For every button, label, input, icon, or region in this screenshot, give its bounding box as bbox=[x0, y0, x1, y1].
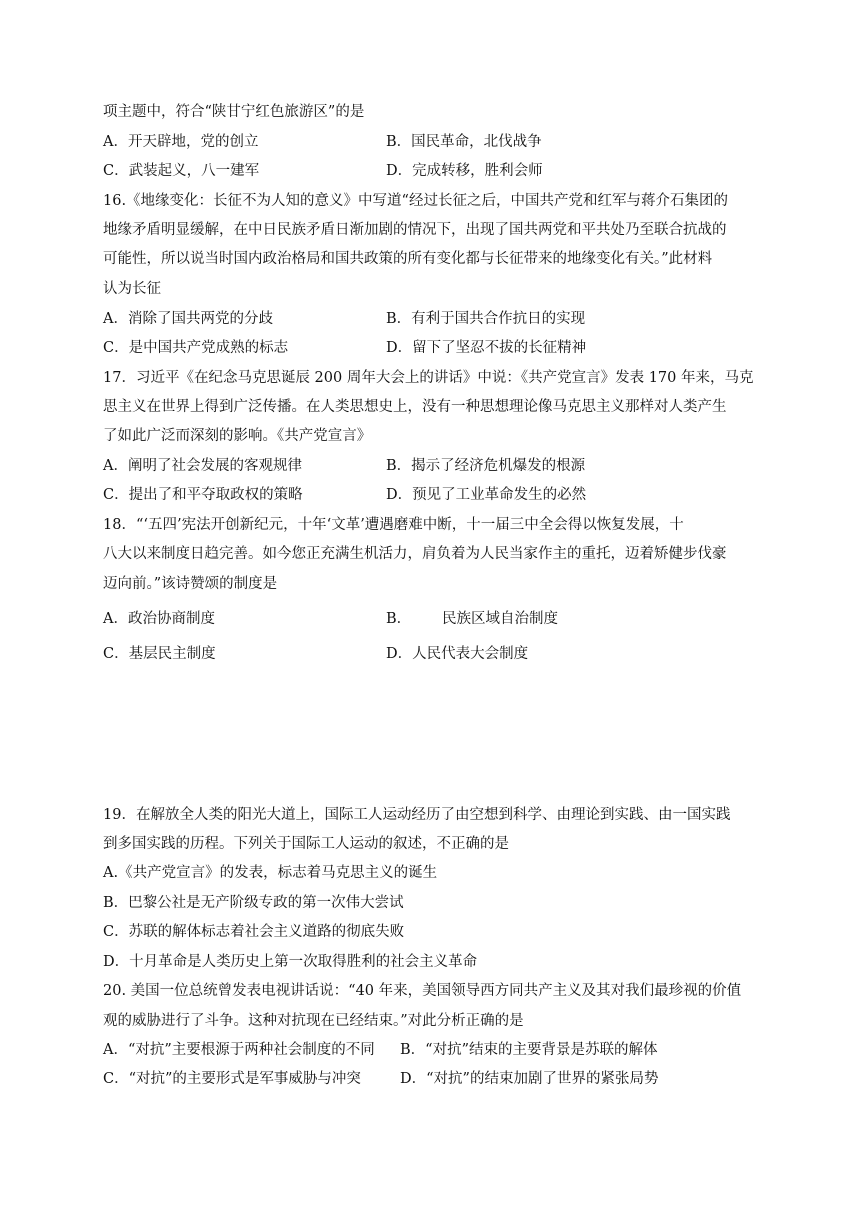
q15-stem-tail: 项主题中，符合“陕甘宁红色旅游区”的是 bbox=[103, 104, 365, 120]
q18-option-c: C．基层民主制度 bbox=[103, 646, 216, 662]
q19-stem-line-1: 19．在解放全人类的阳光大道上，国际工人运动经历了由空想到科学、由理论到实践、由一国实践 bbox=[103, 807, 731, 823]
q17-option-a: A．阐明了社会发展的客观规律 bbox=[103, 458, 302, 474]
q20-stem-line-1: 20. 美国一位总统曾发表电视讲话说：“40 年来，美国领导西方同共产主义及其对我们最珍视的价值 bbox=[103, 983, 742, 999]
q20-option-b: B．“对抗”结束的主要背景是苏联的解体 bbox=[400, 1042, 658, 1058]
q20-stem-line-2: 观的威胁进行了斗争。这种对抗现在已经结束。”对此分析正确的是 bbox=[103, 1013, 524, 1029]
q16-option-b: B．有利于国共合作抗日的实现 bbox=[386, 311, 586, 327]
q15-option-d: D．完成转移，胜利会师 bbox=[386, 163, 543, 179]
q16-stem-line-1: 16.《地缘变化：长征不为人知的意义》中写道“经过长征之后，中国共产党和红军与蒋介石集团的 bbox=[103, 193, 728, 209]
q15-option-c: C．武装起义，八一建军 bbox=[103, 163, 260, 179]
q19-stem-line-2: 到多国实践的历程。下列关于国际工人运动的叙述，不正确的是 bbox=[103, 836, 509, 852]
q19-option-b: B．巴黎公社是无产阶级专政的第一次伟大尝试 bbox=[103, 895, 404, 911]
q18-option-d: D．人民代表大会制度 bbox=[386, 646, 529, 662]
q19-option-d: D．十月革命是人类历史上第一次取得胜利的社会主义革命 bbox=[103, 954, 478, 970]
q18-stem-line-2: 八大以来制度日趋完善。如今您正充满生机活力，肩负着为人民当家作主的重托，迈着矫健步伐豪 bbox=[103, 546, 727, 562]
q20-option-c: C．“对抗”的主要形式是军事威胁与冲突 bbox=[103, 1071, 361, 1087]
q19-option-c: C．苏联的解体标志着社会主义道路的彻底失败 bbox=[103, 924, 405, 940]
q17-option-d: D．预见了工业革命发生的必然 bbox=[386, 487, 587, 503]
q17-option-c: C．提出了和平夺取政权的策略 bbox=[103, 487, 303, 503]
q16-option-d: D．留下了坚忍不拔的长征精神 bbox=[386, 340, 587, 356]
q16-option-c: C．是中国共产党成熟的标志 bbox=[103, 340, 289, 356]
q17-stem-line-1: 17．习近平《在纪念马克思诞辰 200 周年大会上的讲话》中说：《共产党宣言》发表 170 年来，马克 bbox=[103, 370, 754, 386]
q18-option-b: 民族区域自治制度 bbox=[442, 611, 558, 627]
q15-option-a: A．开天辟地，党的创立 bbox=[103, 134, 259, 150]
q16-stem-line-2: 地缘矛盾明显缓解，在中日民族矛盾日渐加剧的情况下，出现了国共两党和平共处乃至联合抗战的 bbox=[103, 222, 727, 238]
q16-option-a: A．消除了国共两党的分歧 bbox=[103, 311, 273, 327]
q17-stem-line-2: 思主义在世界上得到广泛传播。在人类思想史上，没有一种思想理论像马克思主义那样对人类产生 bbox=[103, 399, 727, 415]
q18-stem-line-3: 迈向前。”该诗赞颂的制度是 bbox=[103, 576, 278, 592]
q17-stem-line-3: 了如此广泛而深刻的影响。《共产党宣言》 bbox=[103, 428, 372, 444]
q16-stem-line-3: 可能性，所以说当时国内政治格局和国共政策的所有变化都与长征带来的地缘变化有关。”此材料 bbox=[103, 251, 713, 267]
q20-option-d: D．“对抗”的结束加剧了世界的紧张局势 bbox=[400, 1071, 659, 1087]
q19-option-a: A.《共产党宣言》的发表，标志着马克思主义的诞生 bbox=[103, 865, 438, 881]
q18-option-b-letter: B． bbox=[386, 611, 412, 627]
q15-option-b: B．国民革命，北伐战争 bbox=[386, 134, 542, 150]
q18-option-a: A．政治协商制度 bbox=[103, 611, 215, 627]
q16-stem-line-4: 认为长征 bbox=[103, 281, 161, 297]
q17-option-b: B．揭示了经济危机爆发的根源 bbox=[386, 458, 586, 474]
q18-stem-line-1: 18．“‘五四’宪法开创新纪元，十年‘文革’遭遇磨难中断，十一届三中全会得以恢复发展，十 bbox=[103, 517, 684, 533]
q20-option-a: A．“对抗”主要根源于两种社会制度的不同 bbox=[103, 1042, 375, 1058]
